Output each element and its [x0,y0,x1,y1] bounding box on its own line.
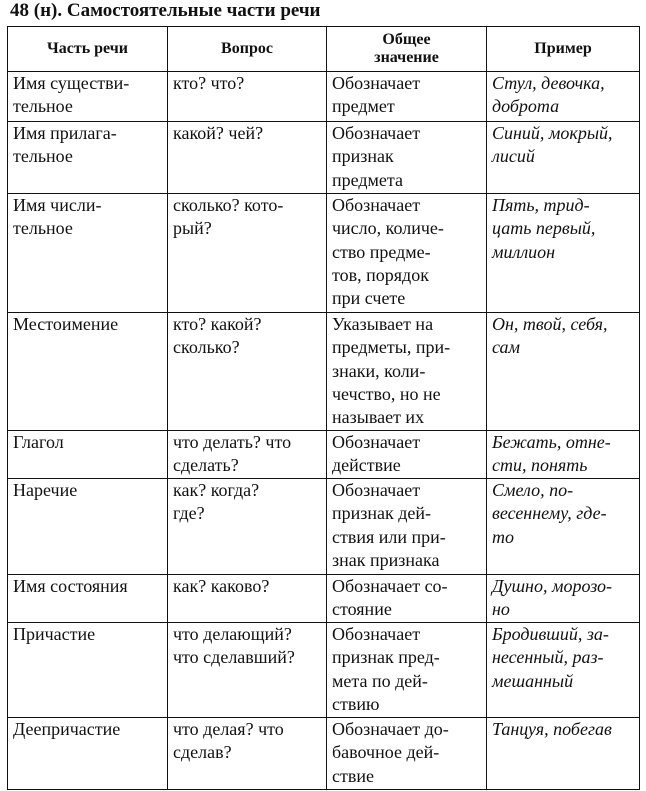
cell-example: Пять, трид- цать первый, миллион [487,194,640,313]
cell-example: Танцуя, побегав [487,718,640,790]
cell-meaning: Обозначает признак дей- ствия или при- знак признака [327,479,487,575]
cell-question: сколько? кото- рый? [168,194,327,313]
cell-example: Душно, морозо- но [487,575,640,623]
header-example: Пример [487,27,640,72]
cell-question: что делая? что сделав? [168,718,327,790]
cell-example: Смело, по- весеннему, где- то [487,479,640,575]
header-general-meaning: Общее значение [327,27,487,72]
cell-meaning: Обозначает предмет [327,72,487,122]
cell-example: Синий, мокрый, лисий [487,122,640,194]
table-row [8,623,640,718]
cell-question: какой? чей? [168,122,327,194]
parts-of-speech-table [7,26,640,790]
cell-meaning: Обозначает со- стояние [327,575,487,623]
cell-question: что делать? что сделать? [168,431,327,479]
table-row [8,194,640,313]
table-row [8,575,640,623]
cell-meaning: Обозначает действие [327,431,487,479]
cell-example: Бродивший, за- несенный, раз- мешанный [487,623,640,718]
table-row [8,431,640,479]
cell-meaning: Указывает на предметы, при- знаки, коли- чечство, но не называет их [327,313,487,431]
cell-part: Причастие [8,623,168,718]
cell-part: Имя состояния [8,575,168,623]
table-row [8,479,640,575]
cell-example: Бежать, отне- сти, понять [487,431,640,479]
header-question: Вопрос [168,27,327,72]
table-row [8,313,640,431]
cell-meaning: Обозначает признак пред- мета по дей- ствию [327,623,487,718]
cell-question: кто? какой? сколько? [168,313,327,431]
cell-part: Имя прилага- тельное [8,122,168,194]
page-title: 48 (н). Самостоятельные части речи [10,0,321,21]
cell-question: что делающий? что сделавший? [168,623,327,718]
table-row [8,122,640,194]
table-row [8,718,640,790]
cell-meaning: Обозначает признак предмета [327,122,487,194]
cell-part: Имя существи- тельное [8,72,168,122]
cell-part: Деепричастие [8,718,168,790]
cell-meaning: Обозначает до- бавочное дей- ствие [327,718,487,790]
cell-part: Наречие [8,479,168,575]
cell-part: Глагол [8,431,168,479]
cell-example: Стул, девочка, доброта [487,72,640,122]
header-part-of-speech: Часть речи [8,27,168,72]
table-row [8,72,640,122]
cell-question: как? каково? [168,575,327,623]
cell-question: кто? что? [168,72,327,122]
cell-part: Имя числи- тельное [8,194,168,313]
cell-part: Местоимение [8,313,168,431]
table-header-row [8,27,640,72]
cell-example: Он, твой, себя, сам [487,313,640,431]
cell-meaning: Обозначает число, количе- ство предме- тов, порядок при счете [327,194,487,313]
cell-question: как? когда? где? [168,479,327,575]
